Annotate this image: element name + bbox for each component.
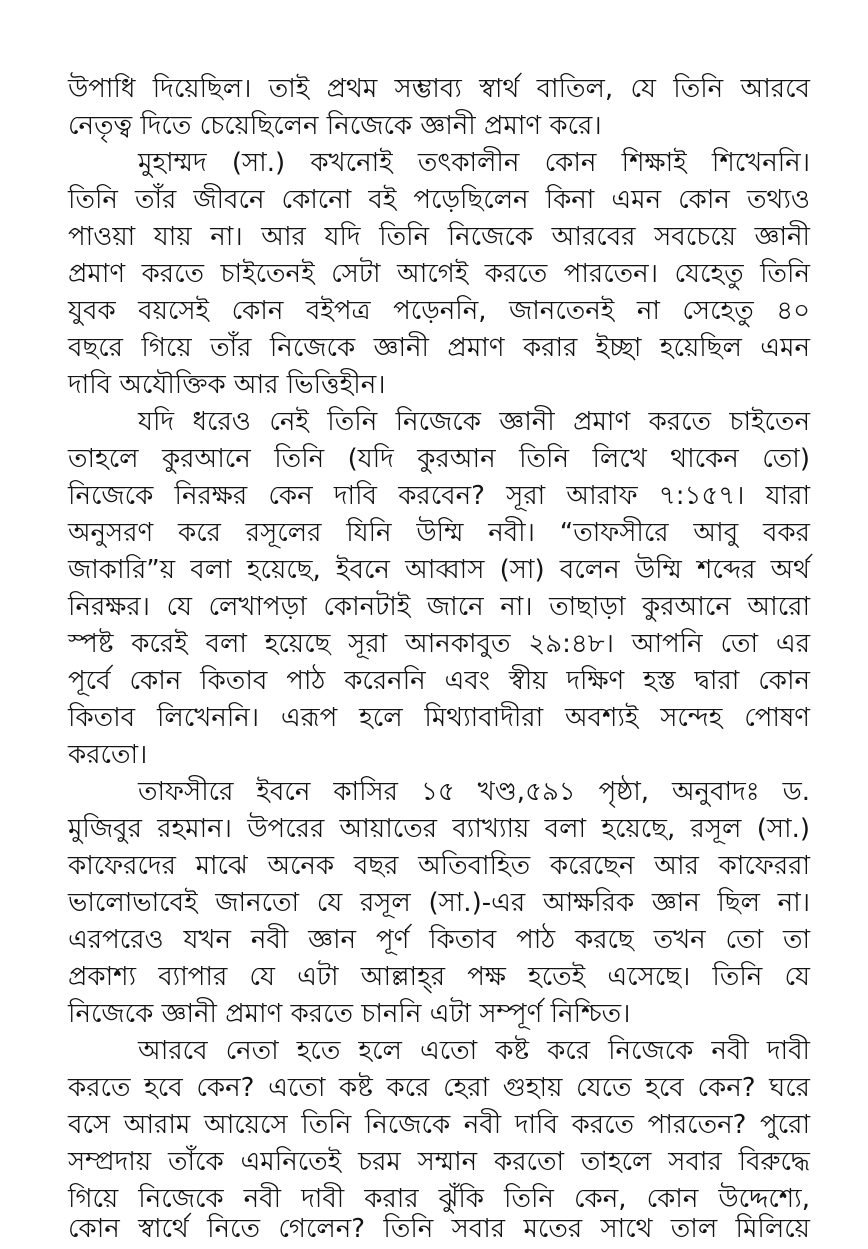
text-line: গিয়ে নিজেকে নবী দাবী করার ঝুঁকি তিনি কেন, কোন উদ্দেশ্যে, xyxy=(68,1184,810,1214)
text-line: পাওয়া যায় না। আর যদি তিনি নিজেকে আরবের সবচেয়ে জ্ঞানী xyxy=(68,222,810,252)
text-line: কোন স্বার্থে নিতে গেলেন? তিনি সবার মতের সাথে তাল মিলিয়ে xyxy=(68,1214,810,1244)
text-line: উপাধি দিয়েছিল। তাই প্রথম সম্ভাব্য স্বার্থ বাতিল, যে তিনি আরবে xyxy=(68,74,810,104)
paragraph-first-line: তাফসীরে ইবনে কাসির ১৫ খণ্ড,৫৯১ পৃষ্ঠা, অনুবাদঃ ড. xyxy=(138,777,810,807)
text-line: ভালোভাবেই জানতো যে রসূল (সা.)-এর আক্ষরিক জ্ঞান ছিল না। xyxy=(68,888,810,918)
text-line: নিজেকে জ্ঞানী প্রমাণ করতে চাননি এটা সম্পূর্ণ নিশ্চিত। xyxy=(68,999,631,1029)
text-line: বছরে গিয়ে তাঁর নিজেকে জ্ঞানী প্রমাণ করার ইচ্ছা হয়েছিল এমন xyxy=(68,333,810,363)
text-line: নিজেকে নিরক্ষর কেন দাবি করবেন? সূরা আরাফ ৭:১৫৭। যারা xyxy=(68,481,810,511)
paragraph-first-line: যদি ধরেও নেই তিনি নিজেকে জ্ঞানী প্রমাণ করতে চাইতেন xyxy=(138,407,810,437)
text-line: এরপরেও যখন নবী জ্ঞান পূর্ণ কিতাব পাঠ করছে তখন তো তা xyxy=(68,925,810,955)
text-line: তিনি তাঁর জীবনে কোনো বই পড়েছিলেন কিনা এমন কোন তথ্যও xyxy=(68,185,810,215)
text-line: তাহলে কুরআনে তিনি (যদি কুরআন তিনি লিখে থাকেন তো) xyxy=(68,444,810,474)
text-line: মুজিবুর রহমান। উপরের আয়াতের ব্যাখ্যায় বলা হয়েছে, রসূল (সা.) xyxy=(68,814,810,844)
text-line: জাকারি”য় বলা হয়েছে, ইবনে আব্বাস (সা) বলেন উম্মি শব্দের অর্থ xyxy=(68,555,810,585)
paragraph-first-line: মুহাম্মদ (সা.) কখনোই তৎকালীন কোন শিক্ষাই শিখেননি। xyxy=(138,148,810,178)
text-line: কিতাব লিখেননি। এরূপ হলে মিথ্যাবাদীরা অবশ্যই সন্দেহ পোষণ xyxy=(68,703,810,733)
text-line: স্পষ্ট করেই বলা হয়েছে সূরা আনকাবুত ২৯:৪৮। আপনি তো এর xyxy=(68,629,810,659)
text-line: যুবক বয়সেই কোন বইপত্র পড়েননি, জানতেনই না সেহেতু ৪০ xyxy=(68,296,810,326)
text-line: দাবি অযৌক্তিক আর ভিত্তিহীন। xyxy=(68,370,386,400)
paragraph-first-line: আরবে নেতা হতে হলে এতো কষ্ট করে নিজেকে নবী দাবী xyxy=(138,1036,810,1066)
text-line: নেতৃত্ব দিতে চেয়েছিলেন নিজেকে জ্ঞানী প্রমাণ করে। xyxy=(68,111,602,141)
text-line: প্রকাশ্য ব্যাপার যে এটা আল্লাহ্‌র পক্ষ হতেই এসেছে। তিনি যে xyxy=(68,962,810,992)
text-line: করতো। xyxy=(68,740,148,770)
text-line: প্রমাণ করতে চাইতেনই সেটা আগেই করতে পারতেন। যেহেতু তিনি xyxy=(68,259,810,289)
text-line: পূর্বে কোন কিতাব পাঠ করেননি এবং স্বীয় দক্ষিণ হস্ত দ্বারা কোন xyxy=(68,666,810,696)
text-line: বসে আরাম আয়েসে তিনি নিজেকে নবী দাবি করতে পারতেন? পুরো xyxy=(68,1110,810,1140)
text-line: কাফেরদের মাঝে অনেক বছর অতিবাহিত করেছেন আর কাফেররা xyxy=(68,851,810,881)
text-line: নিরক্ষর। যে লেখাপড়া কোনটাই জানে না। তাছাড়া কুরআনে আরো xyxy=(68,592,810,622)
text-line: করতে হবে কেন? এতো কষ্ট করে হেরা গুহায় যেতে হবে কেন? ঘরে xyxy=(68,1073,810,1103)
document-page xyxy=(68,70,810,1249)
text-line: অনুসরণ করে রসূলের যিনি উম্মি নবী। “তাফসীরে আবু বকর xyxy=(68,518,810,548)
text-line: সম্প্রদায় তাঁকে এমনিতেই চরম সম্মান করতো তাহলে সবার বিরুদ্ধে xyxy=(68,1147,810,1177)
